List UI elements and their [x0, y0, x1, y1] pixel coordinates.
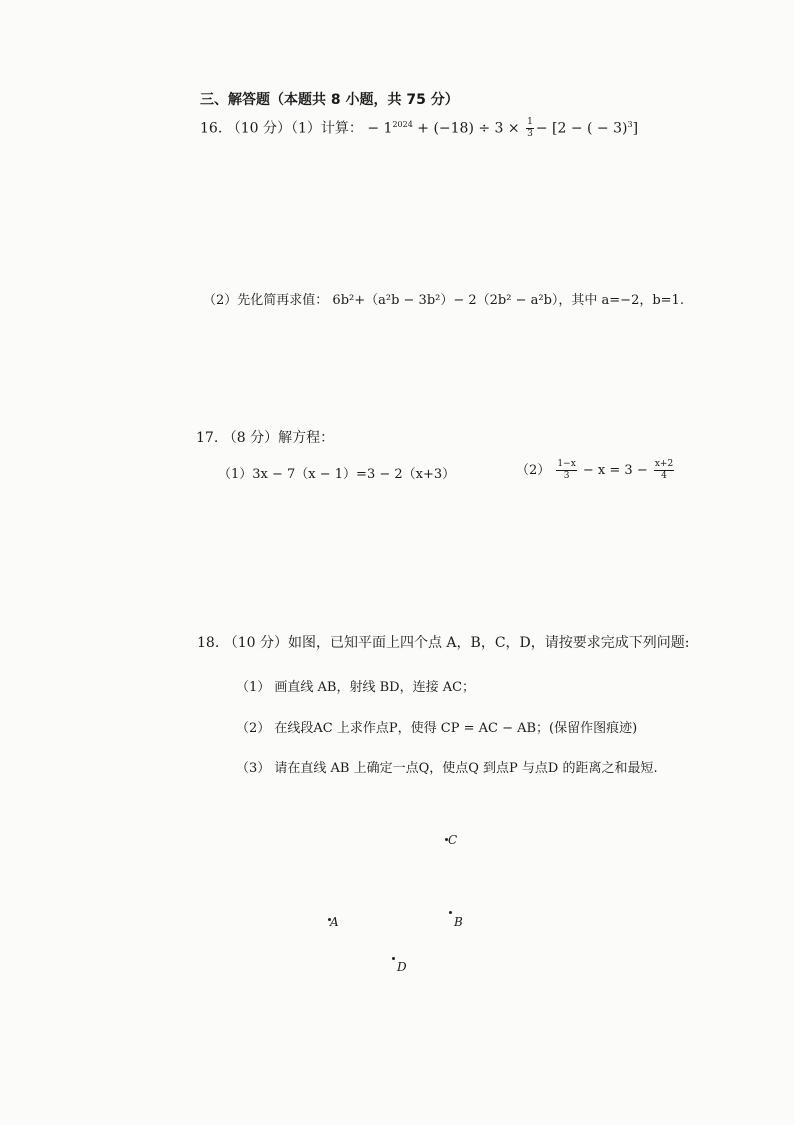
q16-part2-expr: 6b²+（a²b − 3b²）− 2（2b² − a²b），其中 a=−2，b=1.: [332, 293, 684, 308]
point-d-label: D: [397, 960, 407, 974]
q17-part2-label: （2）: [516, 463, 551, 478]
point-a-label: A: [330, 915, 339, 929]
q16-expr-a: − 1: [367, 120, 393, 137]
q18-part1: （1） 画直线 AB，射线 BD，连接 AC；: [236, 680, 476, 695]
q17-score: （8 分）: [222, 430, 279, 446]
q16-score: （10 分）: [226, 120, 291, 137]
q18-stem: 如图，已知平面上四个点 A，B，C，D，请按要求完成下列问题:: [287, 635, 690, 651]
q16-exp-c: 3: [627, 119, 633, 129]
q18-score: （10 分）: [223, 635, 288, 651]
q17-part1: （1）3x − 7（x − 1）=3 − 2（x+3）: [218, 467, 456, 482]
q17-frac1-den: 3: [563, 471, 570, 481]
point-b-label: B: [454, 915, 463, 929]
q16-number: 16.: [200, 120, 223, 137]
q16-fraction: [526, 117, 534, 140]
q16-exp-a: 2024: [392, 119, 413, 129]
question-18: [197, 632, 690, 652]
q16-part1-label: （1）计算：: [290, 120, 363, 137]
q17-fraction-1: [556, 459, 576, 482]
q17-frac2-den: 4: [661, 471, 667, 481]
q17-title: 解方程：: [278, 430, 335, 446]
q18-number: 18.: [197, 635, 220, 651]
q16-expr-b: + (−18) ÷ 3 ×: [412, 120, 520, 137]
question-16-part1: [200, 117, 638, 140]
q17-number: 17.: [196, 430, 219, 446]
point-b-dot: [449, 911, 452, 914]
section-title: 三、解答题（本题共 8 小题，共 75 分）: [200, 92, 459, 108]
q16-expr-c: − [2 − ( − 3): [535, 120, 628, 137]
q17-frac2-num: x+2: [654, 459, 674, 469]
q17-fraction-2: [654, 459, 674, 482]
point-d-dot: [392, 957, 395, 960]
q16-frac-den: 3: [527, 129, 533, 139]
q16-part2-label: （2）先化简再求值：: [203, 293, 329, 308]
point-c-label: C: [448, 833, 458, 847]
q16-expr-d: ]: [632, 120, 639, 137]
q17-frac1-num: 1−x: [557, 459, 576, 469]
q18-part3: （3） 请在直线 AB 上确定一点Q，使点Q 到点P 与点D 的距离之和最短.: [236, 761, 658, 776]
q17-part2-mid: − x = 3 −: [582, 463, 648, 478]
q17-part2: [516, 459, 676, 482]
question-17: [196, 427, 334, 447]
question-16-part2: [203, 289, 684, 308]
q16-frac-num: 1: [527, 117, 533, 127]
q18-part2: （2） 在线段AC 上求作点P，使得 CP = AC − AB；(保留作图痕迹): [236, 721, 638, 736]
